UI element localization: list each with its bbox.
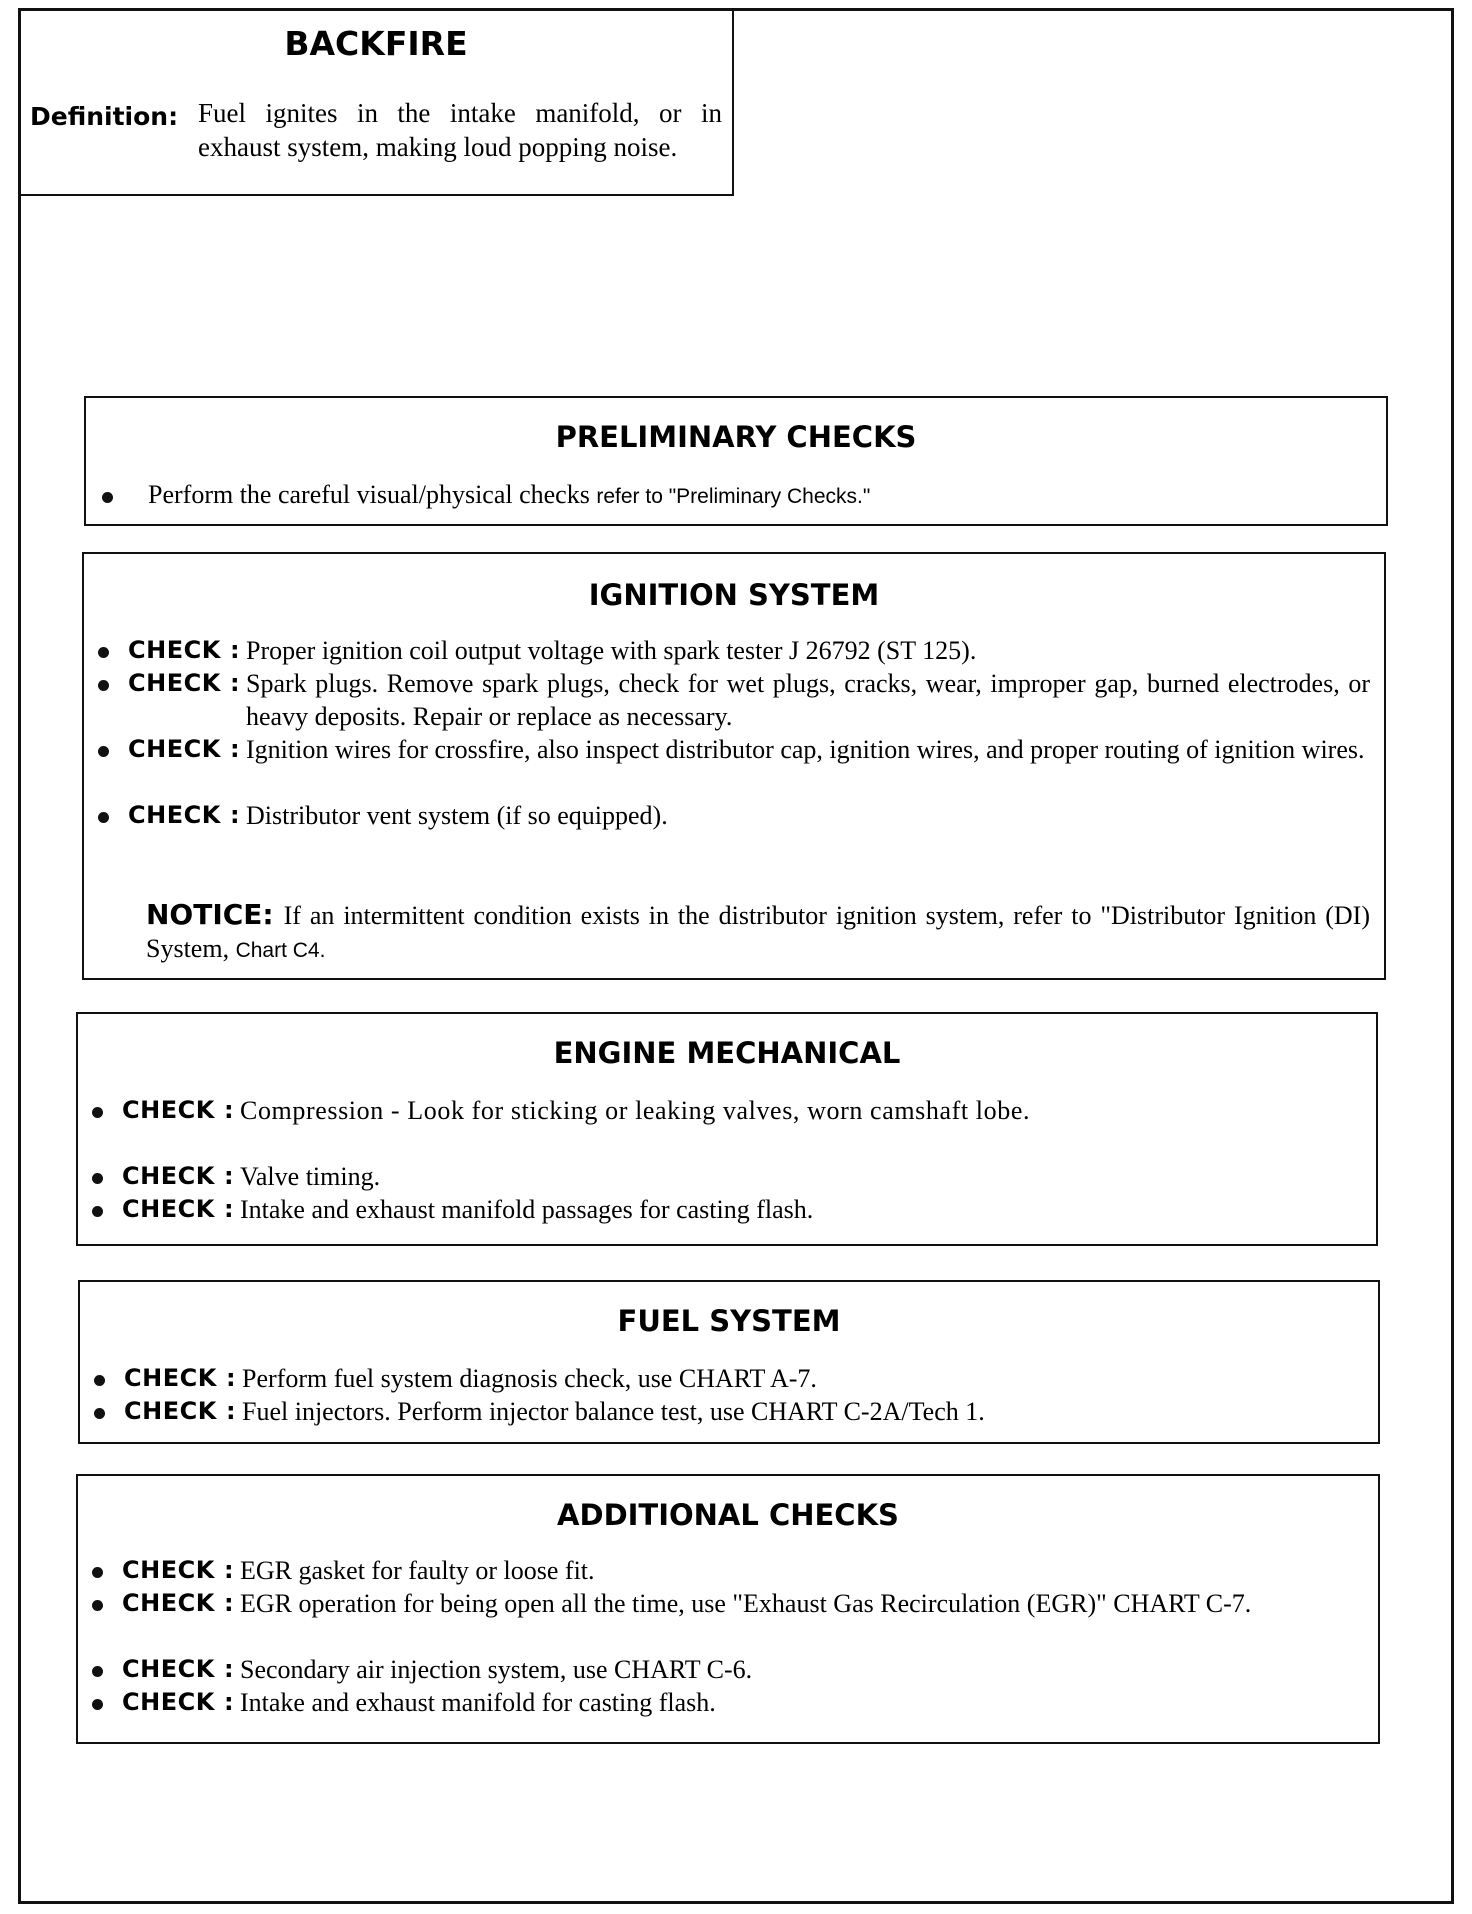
bullet-icon <box>98 680 109 691</box>
list-item: CHECK : Proper ignition coil output voltage with spark tester J 26792 (ST 125). <box>84 634 1384 668</box>
list-item: CHECK : Intake and exhaust manifold passages for casting flash. <box>78 1193 1376 1227</box>
item-reference: refer to "Preliminary Checks." <box>596 485 871 508</box>
list-item: CHECK : Valve timing. <box>78 1160 1376 1194</box>
check-label: CHECK <box>122 1195 215 1223</box>
bullet-icon <box>94 1375 105 1386</box>
bullet-icon <box>92 1173 103 1184</box>
notice <box>146 898 1370 967</box>
check-label: CHECK <box>122 1655 215 1683</box>
bullet-icon <box>92 1699 103 1710</box>
check-label: CHECK <box>124 1397 217 1425</box>
list-item: CHECK : Perform fuel system diagnosis check, use CHART A-7. <box>80 1362 1378 1396</box>
item-text: Compression - Look for sticking or leaking valves, worn camshaft lobe. <box>240 1096 1031 1125</box>
definition-label: Definition: <box>30 102 179 131</box>
item-text: Spark plugs. Remove spark plugs, check for wet plugs, cracks, wear, improper gap, burned electrodes, or heavy deposits. Repair or replace as necessary. <box>246 669 1370 731</box>
item-text: Distributor vent system (if so equipped). <box>246 801 668 830</box>
item-text: Perform the careful visual/physical checks refer to "Preliminary Checks." <box>148 480 871 509</box>
bullet-icon <box>102 492 113 503</box>
list-item: CHECK : Intake and exhaust manifold for casting flash. <box>78 1686 1378 1720</box>
list-item <box>86 478 1386 512</box>
item-text: Intake and exhaust manifold for casting flash. <box>240 1688 716 1717</box>
title-box <box>18 8 734 196</box>
list-item: CHECK : Spark plugs. Remove spark plugs, check for wet plugs, cracks, wear, improper gap, burned electrodes, or heavy deposits. Repair or replace as necessary. <box>84 667 1384 701</box>
list-item: CHECK : Ignition wires for crossfire, also inspect distributor cap, ignition wires, and proper routing of ignition wires. <box>84 733 1384 767</box>
section-fuel-system <box>78 1280 1380 1444</box>
notice-text: If an intermittent condition exists in the distributor ignition system, refer to "Distributor Ignition (DI) System, <box>146 901 1370 963</box>
notice-label: NOTICE: <box>146 898 274 931</box>
bullet-icon <box>92 1567 103 1578</box>
section-preliminary-checks <box>84 396 1388 526</box>
item-text: Intake and exhaust manifold passages for casting flash. <box>240 1195 814 1224</box>
bullet-icon <box>92 1600 103 1611</box>
bullet-icon <box>92 1107 103 1118</box>
notice-reference: Chart C4. <box>235 939 326 962</box>
check-label: CHECK <box>128 735 221 763</box>
item-text: Secondary air injection system, use CHART C-6. <box>240 1655 753 1684</box>
section-additional-checks <box>76 1474 1380 1744</box>
page-title: BACKFIRE <box>284 24 468 63</box>
list-item: CHECK : Compression - Look for sticking or leaking valves, worn camshaft lobe. <box>78 1094 1376 1128</box>
list-item: CHECK : Distributor vent system (if so equipped). <box>84 799 1384 833</box>
check-label: CHECK <box>128 801 221 829</box>
section-heading: ENGINE MECHANICAL <box>553 1036 901 1070</box>
check-label: CHECK <box>124 1364 217 1392</box>
definition-text: Fuel ignites in the intake manifold, or in exhaust system, making loud popping noise. <box>198 98 722 162</box>
list-item: CHECK : EGR operation for being open all the time, use "Exhaust Gas Recirculation (EGR)" CHART C-7. <box>78 1587 1378 1621</box>
bullet-icon <box>98 812 109 823</box>
section-heading: ADDITIONAL CHECKS <box>557 1498 899 1532</box>
section-heading: IGNITION SYSTEM <box>588 578 880 612</box>
check-label: CHECK <box>122 1589 215 1617</box>
list-item: CHECK : Fuel injectors. Perform injector balance test, use CHART C-2A/Tech 1. <box>80 1395 1378 1429</box>
section-heading: PRELIMINARY CHECKS <box>555 420 917 454</box>
list-item: CHECK : Secondary air injection system, use CHART C-6. <box>78 1653 1378 1687</box>
section-heading: FUEL SYSTEM <box>617 1304 841 1338</box>
check-label: CHECK <box>122 1688 215 1716</box>
bullet-icon <box>98 647 109 658</box>
item-text: Ignition wires for crossfire, also inspect distributor cap, ignition wires, and proper routing of ignition wires. <box>246 735 1365 764</box>
bullet-icon <box>92 1666 103 1677</box>
section-ignition-system <box>82 552 1386 980</box>
item-text: Valve timing. <box>240 1162 381 1191</box>
bullet-icon <box>92 1206 103 1217</box>
section-engine-mechanical <box>76 1012 1378 1246</box>
check-label: CHECK <box>122 1162 215 1190</box>
bullet-icon <box>98 746 109 757</box>
item-text: EGR gasket for faulty or loose fit. <box>240 1556 595 1585</box>
check-label: CHECK <box>122 1556 215 1584</box>
check-label: CHECK <box>128 636 221 664</box>
item-text: Proper ignition coil output voltage with spark tester J 26792 (ST 125). <box>246 636 977 665</box>
item-text: Perform fuel system diagnosis check, use CHART A-7. <box>242 1364 817 1393</box>
item-text: Fuel injectors. Perform injector balance test, use CHART C-2A/Tech 1. <box>242 1397 985 1426</box>
check-label: CHECK <box>122 1096 215 1124</box>
list-item: CHECK : EGR gasket for faulty or loose fit. <box>78 1554 1378 1588</box>
item-text: EGR operation for being open all the time, use "Exhaust Gas Recirculation (EGR)" CHART C-7. <box>240 1589 1252 1618</box>
check-label: CHECK <box>128 669 221 697</box>
bullet-icon <box>94 1408 105 1419</box>
